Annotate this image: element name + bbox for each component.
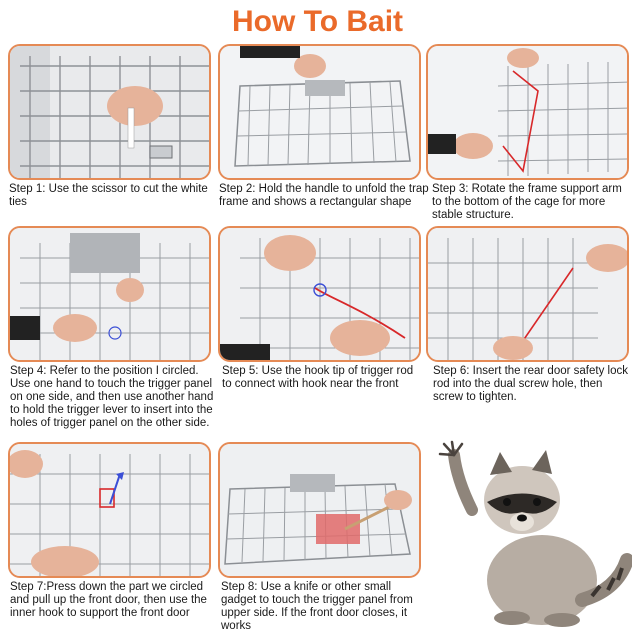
step-7-photo <box>8 442 211 578</box>
step-4-caption: Step 4: Refer to the position I circled. Use one hand to touch the trigger panel on one side, and then use another hand to hold the trigger lever to insert into the holes of trigger panel on the other side. <box>10 365 214 429</box>
raccoon-image <box>432 440 632 630</box>
step-8-caption: Step 8: Use a knife or other small gadget to touch the trigger panel from upper side. If the front door closes, it works <box>221 581 413 632</box>
step-2-caption: Step 2: Hold the handle to unfold the trap frame and shows a rectangular shape <box>219 183 429 208</box>
step-3-photo <box>426 44 629 180</box>
step-4-photo <box>8 226 211 362</box>
step-2-photo <box>218 44 421 180</box>
step-5-caption: Step 5: Use the hook tip of trigger rod to connect with hook near the front <box>222 365 414 390</box>
step-5-photo <box>218 226 421 362</box>
step-6-caption: Step 6: Insert the rear door safety lock rod into the dual screw hole, then screw to tighten. <box>433 365 628 403</box>
step-1-photo <box>8 44 211 180</box>
step-8-photo <box>218 442 421 578</box>
step-1-caption: Step 1: Use the scissor to cut the white ties <box>9 183 208 208</box>
step-3-caption: Step 3: Rotate the frame support arm to the bottom of the cage for more stable structure. <box>432 183 622 221</box>
page-title: How To Bait <box>231 5 404 38</box>
step-7-caption: Step 7:Press down the part we circled and pull up the front door, then use the inner hook to support the front door <box>10 581 207 619</box>
step-6-photo <box>426 226 629 362</box>
